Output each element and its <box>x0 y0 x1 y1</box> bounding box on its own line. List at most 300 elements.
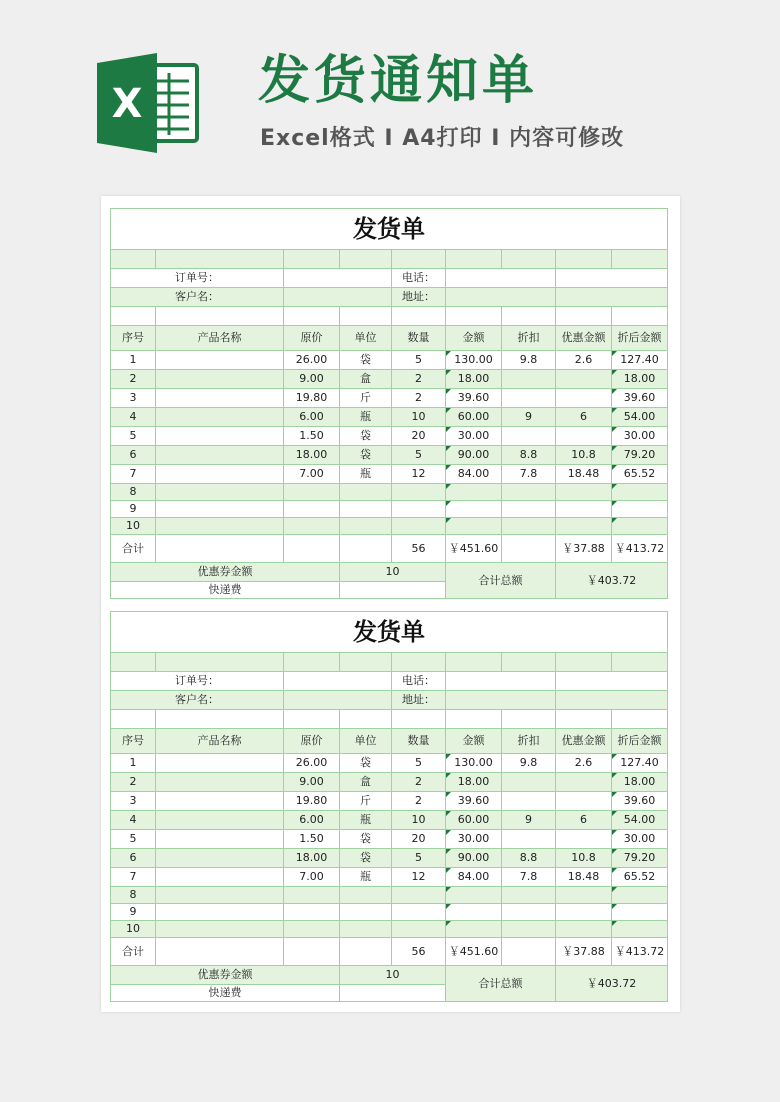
column-header: 原价 <box>284 729 340 754</box>
cell-no[interactable]: 4 <box>111 811 156 830</box>
cell-final[interactable]: 30.00 <box>612 830 668 849</box>
cell-discount[interactable] <box>502 904 556 921</box>
cell-unit[interactable] <box>340 501 392 518</box>
grand-total-value[interactable]: ￥403.72 <box>556 966 668 1002</box>
cell-final[interactable]: 127.40 <box>612 754 668 773</box>
table-row <box>111 484 668 501</box>
column-header: 数量 <box>392 729 446 754</box>
cell-name[interactable] <box>156 446 284 465</box>
cell-unit[interactable]: 盒 <box>340 370 392 389</box>
cell-unit[interactable]: 瓶 <box>340 408 392 427</box>
cell-price[interactable] <box>284 904 340 921</box>
phone-label: 电话： <box>392 672 446 691</box>
blank-cell[interactable] <box>156 307 284 326</box>
column-header-row <box>111 326 668 351</box>
cell-unit[interactable]: 斤 <box>340 389 392 408</box>
cell-off[interactable] <box>556 518 612 535</box>
cell-off[interactable] <box>556 501 612 518</box>
cell-no[interactable]: 2 <box>111 370 156 389</box>
blank-cell[interactable] <box>156 535 284 563</box>
cell-amount[interactable]: 18.00 <box>446 773 502 792</box>
cell-amount[interactable]: 60.00 <box>446 408 502 427</box>
table-row <box>111 465 668 484</box>
cell-off[interactable] <box>556 792 612 811</box>
customer-field[interactable] <box>284 288 392 307</box>
blank-cell[interactable] <box>556 691 668 710</box>
blank-cell[interactable] <box>612 250 668 269</box>
cell-no[interactable]: 7 <box>111 868 156 887</box>
cell-amount[interactable]: 39.60 <box>446 389 502 408</box>
cell-final[interactable] <box>612 904 668 921</box>
cell-amount[interactable]: 130.00 <box>446 754 502 773</box>
cell-final[interactable]: 79.20 <box>612 849 668 868</box>
cell-off[interactable] <box>556 389 612 408</box>
cell-off[interactable] <box>556 887 612 904</box>
cell-no[interactable]: 6 <box>111 446 156 465</box>
blank-cell[interactable] <box>556 653 612 672</box>
cell-amount[interactable]: 30.00 <box>446 427 502 446</box>
cell-final[interactable] <box>612 887 668 904</box>
cell-qty[interactable]: 2 <box>392 370 446 389</box>
cell-price[interactable]: 9.00 <box>284 773 340 792</box>
cell-off[interactable] <box>556 773 612 792</box>
phone-field[interactable] <box>446 269 556 288</box>
cell-discount[interactable] <box>502 484 556 501</box>
cell-price[interactable]: 18.00 <box>284 446 340 465</box>
blank-cell[interactable] <box>502 307 556 326</box>
delivery-note-2 <box>110 611 668 1002</box>
coupon-value[interactable]: 10 <box>340 563 446 582</box>
shipping-value[interactable] <box>340 582 446 599</box>
cell-unit[interactable]: 瓶 <box>340 811 392 830</box>
cell-no[interactable]: 2 <box>111 773 156 792</box>
cell-name[interactable] <box>156 427 284 446</box>
cell-discount[interactable] <box>502 518 556 535</box>
customer-label: 客户名： <box>111 288 284 307</box>
cell-discount[interactable] <box>502 370 556 389</box>
blank-cell[interactable] <box>156 938 284 966</box>
cell-name[interactable] <box>156 501 284 518</box>
cell-name[interactable] <box>156 904 284 921</box>
cell-name[interactable] <box>156 887 284 904</box>
blank-cell[interactable] <box>556 250 612 269</box>
blank-cell[interactable] <box>340 250 392 269</box>
cell-final[interactable] <box>612 518 668 535</box>
cell-qty[interactable]: 5 <box>392 351 446 370</box>
cell-unit[interactable]: 袋 <box>340 754 392 773</box>
cell-amount[interactable] <box>446 904 502 921</box>
cell-qty[interactable]: 12 <box>392 465 446 484</box>
blank-cell[interactable] <box>156 250 284 269</box>
cell-final[interactable]: 127.40 <box>612 351 668 370</box>
shipping-label: 快递费 <box>111 582 340 599</box>
sheet-title: 发货单 <box>111 209 668 250</box>
cell-discount[interactable]: 7.8 <box>502 465 556 484</box>
cell-amount[interactable]: 84.00 <box>446 868 502 887</box>
cell-final[interactable]: 18.00 <box>612 773 668 792</box>
cell-name[interactable] <box>156 484 284 501</box>
cell-amount[interactable]: 130.00 <box>446 351 502 370</box>
cell-off[interactable] <box>556 427 612 446</box>
cell-no[interactable]: 8 <box>111 887 156 904</box>
blank-cell[interactable] <box>340 938 392 966</box>
blank-cell[interactable] <box>446 710 502 729</box>
cell-final[interactable]: 39.60 <box>612 389 668 408</box>
cell-unit[interactable] <box>340 887 392 904</box>
column-header: 单位 <box>340 729 392 754</box>
cell-qty[interactable]: 10 <box>392 811 446 830</box>
blank-cell[interactable] <box>111 250 156 269</box>
cell-price[interactable] <box>284 518 340 535</box>
cell-name[interactable] <box>156 811 284 830</box>
cell-amount[interactable]: 18.00 <box>446 370 502 389</box>
cell-name[interactable] <box>156 849 284 868</box>
blank-cell[interactable] <box>156 653 284 672</box>
cell-final[interactable] <box>612 484 668 501</box>
page-title: 发货通知单 <box>258 51 539 111</box>
cell-no[interactable]: 3 <box>111 792 156 811</box>
cell-unit[interactable] <box>340 904 392 921</box>
cell-discount[interactable]: 9 <box>502 408 556 427</box>
delivery-note-1 <box>110 208 668 599</box>
grand-total-value[interactable]: ￥403.72 <box>556 563 668 599</box>
column-header: 序号 <box>111 729 156 754</box>
cell-qty[interactable]: 5 <box>392 849 446 868</box>
cell-discount[interactable] <box>502 501 556 518</box>
blank-cell[interactable] <box>612 710 668 729</box>
cell-no[interactable]: 1 <box>111 351 156 370</box>
cell-name[interactable] <box>156 921 284 938</box>
cell-off[interactable]: 10.8 <box>556 849 612 868</box>
table-row <box>111 849 668 868</box>
cell-price[interactable]: 19.80 <box>284 389 340 408</box>
cell-price[interactable] <box>284 501 340 518</box>
cell-final[interactable] <box>612 501 668 518</box>
table-row <box>111 904 668 921</box>
table-row <box>111 811 668 830</box>
cell-off[interactable]: 18.48 <box>556 868 612 887</box>
cell-no[interactable]: 1 <box>111 754 156 773</box>
cell-name[interactable] <box>156 792 284 811</box>
column-header: 数量 <box>392 326 446 351</box>
cell-name[interactable] <box>156 518 284 535</box>
cell-unit[interactable] <box>340 921 392 938</box>
blank-cell[interactable] <box>446 653 502 672</box>
cell-qty[interactable]: 2 <box>392 773 446 792</box>
cell-unit[interactable]: 袋 <box>340 446 392 465</box>
table-row <box>111 408 668 427</box>
blank-cell[interactable] <box>502 938 556 966</box>
cell-amount[interactable] <box>446 501 502 518</box>
cell-price[interactable]: 19.80 <box>284 792 340 811</box>
blank-cell[interactable] <box>284 938 340 966</box>
blank-cell[interactable] <box>340 307 392 326</box>
cell-discount[interactable] <box>502 921 556 938</box>
total-qty[interactable]: 56 <box>392 535 446 563</box>
phone-field[interactable] <box>446 672 556 691</box>
blank-cell[interactable] <box>284 535 340 563</box>
cell-price[interactable]: 18.00 <box>284 849 340 868</box>
blank-cell[interactable] <box>111 710 156 729</box>
blank-cell[interactable] <box>612 307 668 326</box>
blank-cell[interactable] <box>340 710 392 729</box>
customer-field[interactable] <box>284 691 392 710</box>
total-final[interactable]: ￥413.72 <box>612 535 668 563</box>
cell-no[interactable]: 8 <box>111 484 156 501</box>
cell-price[interactable]: 6.00 <box>284 811 340 830</box>
blank-cell[interactable] <box>340 653 392 672</box>
cell-no[interactable]: 10 <box>111 518 156 535</box>
cell-discount[interactable] <box>502 887 556 904</box>
cell-qty[interactable]: 2 <box>392 389 446 408</box>
cell-name[interactable] <box>156 351 284 370</box>
blank-cell[interactable] <box>156 710 284 729</box>
cell-amount[interactable] <box>446 921 502 938</box>
cell-discount[interactable] <box>502 830 556 849</box>
table-row <box>111 887 668 904</box>
column-header: 优惠金额 <box>556 326 612 351</box>
table-row <box>111 501 668 518</box>
blank-cell[interactable] <box>556 672 668 691</box>
cell-name[interactable] <box>156 370 284 389</box>
cell-name[interactable] <box>156 408 284 427</box>
cell-off[interactable]: 6 <box>556 811 612 830</box>
cell-final[interactable]: 79.20 <box>612 446 668 465</box>
cell-price[interactable] <box>284 887 340 904</box>
cell-name[interactable] <box>156 389 284 408</box>
address-field[interactable] <box>446 288 556 307</box>
blank-cell[interactable] <box>111 653 156 672</box>
excel-logo-letter: X <box>111 81 143 127</box>
cell-price[interactable]: 9.00 <box>284 370 340 389</box>
cell-amount[interactable]: 60.00 <box>446 811 502 830</box>
cell-price[interactable]: 26.00 <box>284 351 340 370</box>
cell-amount[interactable] <box>446 887 502 904</box>
grand-total-label: 合计总额 <box>446 563 556 599</box>
column-header: 金额 <box>446 729 502 754</box>
cell-discount[interactable]: 7.8 <box>502 868 556 887</box>
cell-qty[interactable]: 20 <box>392 427 446 446</box>
cell-no[interactable]: 3 <box>111 389 156 408</box>
cell-qty[interactable]: 5 <box>392 754 446 773</box>
cell-qty[interactable] <box>392 904 446 921</box>
cell-price[interactable] <box>284 484 340 501</box>
address-label: 地址： <box>392 691 446 710</box>
total-row <box>111 938 668 966</box>
cell-qty[interactable] <box>392 501 446 518</box>
order-no-label: 订单号： <box>111 269 284 288</box>
blank-cell[interactable] <box>556 710 612 729</box>
table-row <box>111 868 668 887</box>
blank-cell[interactable] <box>556 269 668 288</box>
cell-off[interactable]: 2.6 <box>556 754 612 773</box>
cell-amount[interactable]: 90.00 <box>446 849 502 868</box>
blank-cell[interactable] <box>111 307 156 326</box>
blank-cell[interactable] <box>340 535 392 563</box>
blank-cell[interactable] <box>284 653 340 672</box>
cell-name[interactable] <box>156 830 284 849</box>
total-off[interactable]: ￥37.88 <box>556 535 612 563</box>
cell-name[interactable] <box>156 868 284 887</box>
cell-no[interactable]: 5 <box>111 830 156 849</box>
cell-unit[interactable]: 袋 <box>340 427 392 446</box>
column-header: 原价 <box>284 326 340 351</box>
cell-discount[interactable]: 8.8 <box>502 849 556 868</box>
table-row <box>111 370 668 389</box>
cell-discount[interactable]: 9.8 <box>502 754 556 773</box>
address-field[interactable] <box>446 691 556 710</box>
blank-cell[interactable] <box>556 288 668 307</box>
order-no-field[interactable] <box>284 672 392 691</box>
total-final[interactable]: ￥413.72 <box>612 938 668 966</box>
cell-qty[interactable] <box>392 921 446 938</box>
column-header: 金额 <box>446 326 502 351</box>
cell-final[interactable]: 18.00 <box>612 370 668 389</box>
cell-final[interactable]: 54.00 <box>612 408 668 427</box>
cell-name[interactable] <box>156 773 284 792</box>
cell-final[interactable]: 65.52 <box>612 868 668 887</box>
cell-unit[interactable]: 盒 <box>340 773 392 792</box>
shipping-value[interactable] <box>340 985 446 1002</box>
cell-price[interactable]: 7.00 <box>284 868 340 887</box>
cell-discount[interactable]: 9.8 <box>502 351 556 370</box>
cell-off[interactable]: 18.48 <box>556 465 612 484</box>
coupon-value[interactable]: 10 <box>340 966 446 985</box>
blank-cell[interactable] <box>446 307 502 326</box>
cell-no[interactable]: 9 <box>111 501 156 518</box>
cell-qty[interactable]: 20 <box>392 830 446 849</box>
cell-no[interactable]: 5 <box>111 427 156 446</box>
cell-discount[interactable]: 9 <box>502 811 556 830</box>
blank-cell[interactable] <box>502 653 556 672</box>
cell-amount[interactable]: 39.60 <box>446 792 502 811</box>
cell-qty[interactable]: 12 <box>392 868 446 887</box>
blank-cell[interactable] <box>612 653 668 672</box>
cell-amount[interactable] <box>446 518 502 535</box>
grand-total-label: 合计总额 <box>446 966 556 1002</box>
table-row <box>111 773 668 792</box>
total-amount[interactable]: ￥451.60 <box>446 535 502 563</box>
cell-qty[interactable] <box>392 484 446 501</box>
cell-price[interactable]: 1.50 <box>284 427 340 446</box>
cell-unit[interactable]: 袋 <box>340 849 392 868</box>
cell-off[interactable] <box>556 370 612 389</box>
cell-no[interactable]: 4 <box>111 408 156 427</box>
cell-unit[interactable]: 斤 <box>340 792 392 811</box>
total-row <box>111 535 668 563</box>
cell-price[interactable]: 1.50 <box>284 830 340 849</box>
cell-off[interactable]: 10.8 <box>556 446 612 465</box>
total-amount[interactable]: ￥451.60 <box>446 938 502 966</box>
blank-cell[interactable] <box>392 710 446 729</box>
cell-amount[interactable]: 84.00 <box>446 465 502 484</box>
cell-price[interactable] <box>284 921 340 938</box>
page-header <box>0 0 780 195</box>
column-header: 优惠金额 <box>556 729 612 754</box>
cell-discount[interactable]: 8.8 <box>502 446 556 465</box>
column-header: 单位 <box>340 326 392 351</box>
table-row <box>111 921 668 938</box>
blank-cell[interactable] <box>502 250 556 269</box>
cell-price[interactable]: 26.00 <box>284 754 340 773</box>
cell-unit[interactable] <box>340 518 392 535</box>
blank-cell[interactable] <box>284 710 340 729</box>
column-header-row <box>111 729 668 754</box>
cell-off[interactable]: 2.6 <box>556 351 612 370</box>
cell-amount[interactable]: 90.00 <box>446 446 502 465</box>
cell-final[interactable] <box>612 921 668 938</box>
cell-qty[interactable] <box>392 518 446 535</box>
cell-final[interactable]: 30.00 <box>612 427 668 446</box>
cell-amount[interactable] <box>446 484 502 501</box>
cell-qty[interactable] <box>392 887 446 904</box>
cell-name[interactable] <box>156 754 284 773</box>
cell-no[interactable]: 9 <box>111 904 156 921</box>
cell-off[interactable] <box>556 921 612 938</box>
cell-off[interactable] <box>556 830 612 849</box>
cell-off[interactable]: 6 <box>556 408 612 427</box>
page-subtitle: Excel格式 I A4打印 I 内容可修改 <box>260 126 625 151</box>
phone-label: 电话： <box>392 269 446 288</box>
cell-unit[interactable]: 瓶 <box>340 465 392 484</box>
excel-logo-icon <box>97 53 199 153</box>
cell-final[interactable]: 54.00 <box>612 811 668 830</box>
table-row <box>111 389 668 408</box>
cell-price[interactable]: 7.00 <box>284 465 340 484</box>
cell-no[interactable]: 7 <box>111 465 156 484</box>
cell-discount[interactable] <box>502 389 556 408</box>
blank-cell[interactable] <box>284 307 340 326</box>
cell-discount[interactable] <box>502 792 556 811</box>
cell-unit[interactable]: 袋 <box>340 351 392 370</box>
column-header: 产品名称 <box>156 729 284 754</box>
blank-cell[interactable] <box>556 307 612 326</box>
column-header: 折后金额 <box>612 326 668 351</box>
cell-unit[interactable] <box>340 484 392 501</box>
cell-unit[interactable]: 袋 <box>340 830 392 849</box>
cell-no[interactable]: 10 <box>111 921 156 938</box>
cell-amount[interactable]: 30.00 <box>446 830 502 849</box>
total-qty[interactable]: 56 <box>392 938 446 966</box>
cell-qty[interactable]: 10 <box>392 408 446 427</box>
blank-cell[interactable] <box>502 710 556 729</box>
blank-cell[interactable] <box>392 250 446 269</box>
cell-discount[interactable] <box>502 427 556 446</box>
cell-qty[interactable]: 5 <box>392 446 446 465</box>
cell-off[interactable] <box>556 484 612 501</box>
cell-price[interactable]: 6.00 <box>284 408 340 427</box>
cell-no[interactable]: 6 <box>111 849 156 868</box>
cell-unit[interactable]: 瓶 <box>340 868 392 887</box>
customer-label: 客户名： <box>111 691 284 710</box>
cell-qty[interactable]: 2 <box>392 792 446 811</box>
order-no-field[interactable] <box>284 269 392 288</box>
cell-name[interactable] <box>156 465 284 484</box>
table-row <box>111 792 668 811</box>
blank-cell[interactable] <box>392 307 446 326</box>
blank-cell[interactable] <box>502 535 556 563</box>
blank-cell[interactable] <box>392 653 446 672</box>
blank-cell[interactable] <box>284 250 340 269</box>
cell-discount[interactable] <box>502 773 556 792</box>
total-off[interactable]: ￥37.88 <box>556 938 612 966</box>
column-header: 折扣 <box>502 729 556 754</box>
cell-final[interactable]: 65.52 <box>612 465 668 484</box>
cell-off[interactable] <box>556 904 612 921</box>
cell-final[interactable]: 39.60 <box>612 792 668 811</box>
shipping-label: 快递费 <box>111 985 340 1002</box>
blank-cell[interactable] <box>446 250 502 269</box>
